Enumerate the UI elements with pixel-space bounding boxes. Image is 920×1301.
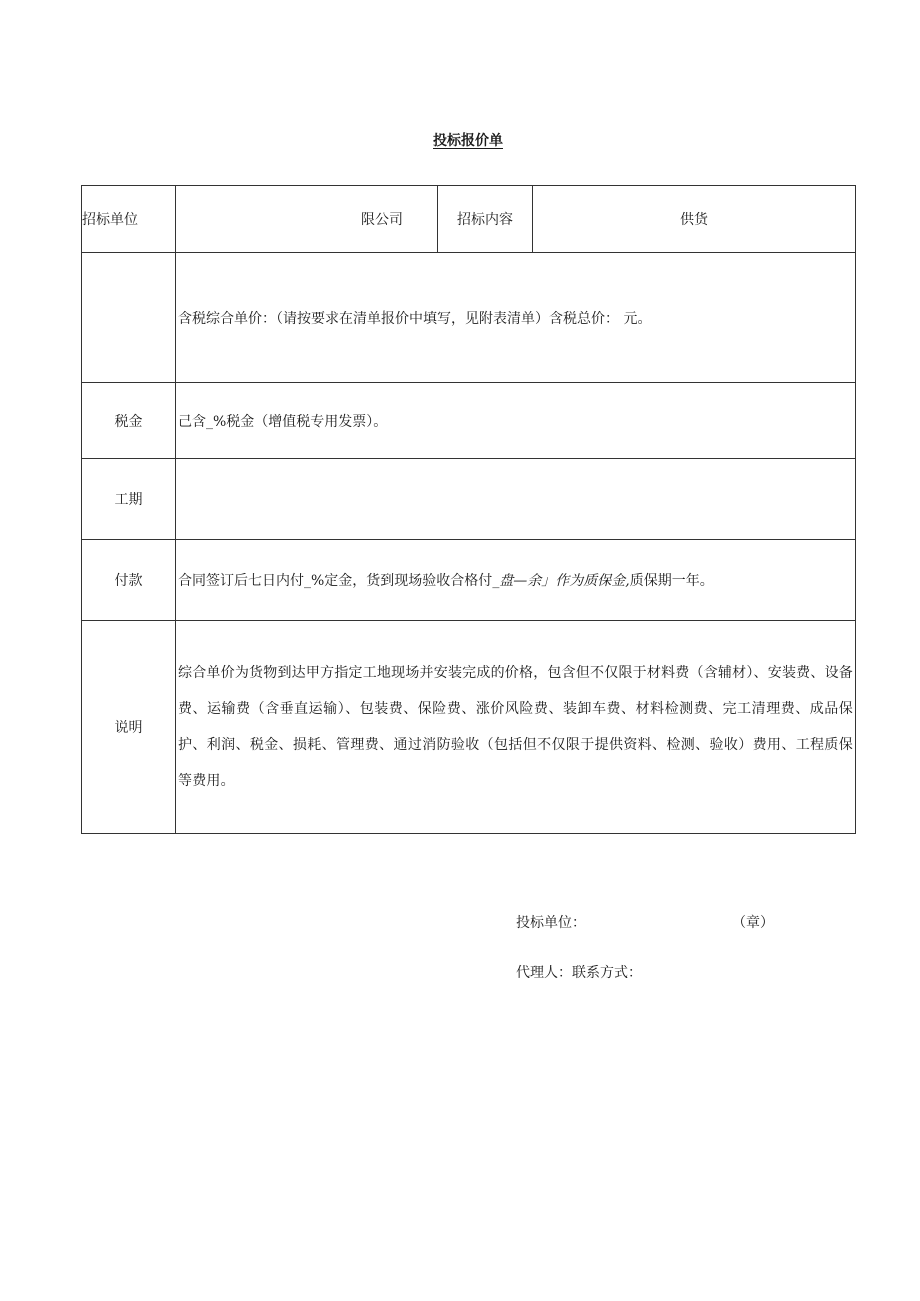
table-row-notes xyxy=(82,621,856,834)
table-row-payment xyxy=(82,540,856,621)
price-text: 含税综合单价：（请按要求在清单报价中填写，见附表清单）含税总价： 元。 xyxy=(176,253,856,383)
period-label: 工期 xyxy=(82,459,176,540)
table-row-tax xyxy=(82,383,856,459)
agent-contact-label: 代理人：联系方式： xyxy=(516,965,642,981)
notes-label: 说明 xyxy=(82,621,176,834)
notes-text: 综合单价为货物到达甲方指定工地现场并安装完成的价格，包含但不仅限于材料费（含辅材）、安装费、设备费、运输费（含垂直运输）、包装费、保险费、涨价风险费、装卸车费、材料检测费、完工清理费、成品保护、利润、税金、损耗、管理费、通过消防验收（包括但不仅限于提供资料、检测、验收）费用、工程质保等费用。 xyxy=(176,621,856,834)
payment-text-part-c: 质保期一年。 xyxy=(629,573,714,589)
tax-text: 己含_%税金（增值税专用发票）。 xyxy=(176,383,856,459)
payment-text-part-a: 合同签订后七日内付_%定金，货到现场验收合格付 xyxy=(178,573,493,589)
seal-label: （章） xyxy=(732,915,774,931)
bidder-unit-label: 投标单位： xyxy=(516,915,586,931)
table-row-price xyxy=(82,253,856,383)
price-label xyxy=(82,253,176,383)
payment-text xyxy=(176,540,856,621)
document-title: 投标报价单 xyxy=(433,133,503,149)
bidding-unit-value: 限公司 xyxy=(176,186,438,253)
bidding-content-value: 供货 xyxy=(533,186,856,253)
payment-text-part-b: _盘—余」作为质保金, xyxy=(492,573,630,589)
period-text xyxy=(176,459,856,540)
tax-label: 税金 xyxy=(82,383,176,459)
table-row-period xyxy=(82,459,856,540)
bidding-unit-label: 招标单位 xyxy=(82,186,176,253)
table-row-bidding-unit xyxy=(82,186,856,253)
quotation-table xyxy=(81,185,856,834)
payment-label: 付款 xyxy=(82,540,176,621)
bidding-content-label: 招标内容 xyxy=(438,186,533,253)
